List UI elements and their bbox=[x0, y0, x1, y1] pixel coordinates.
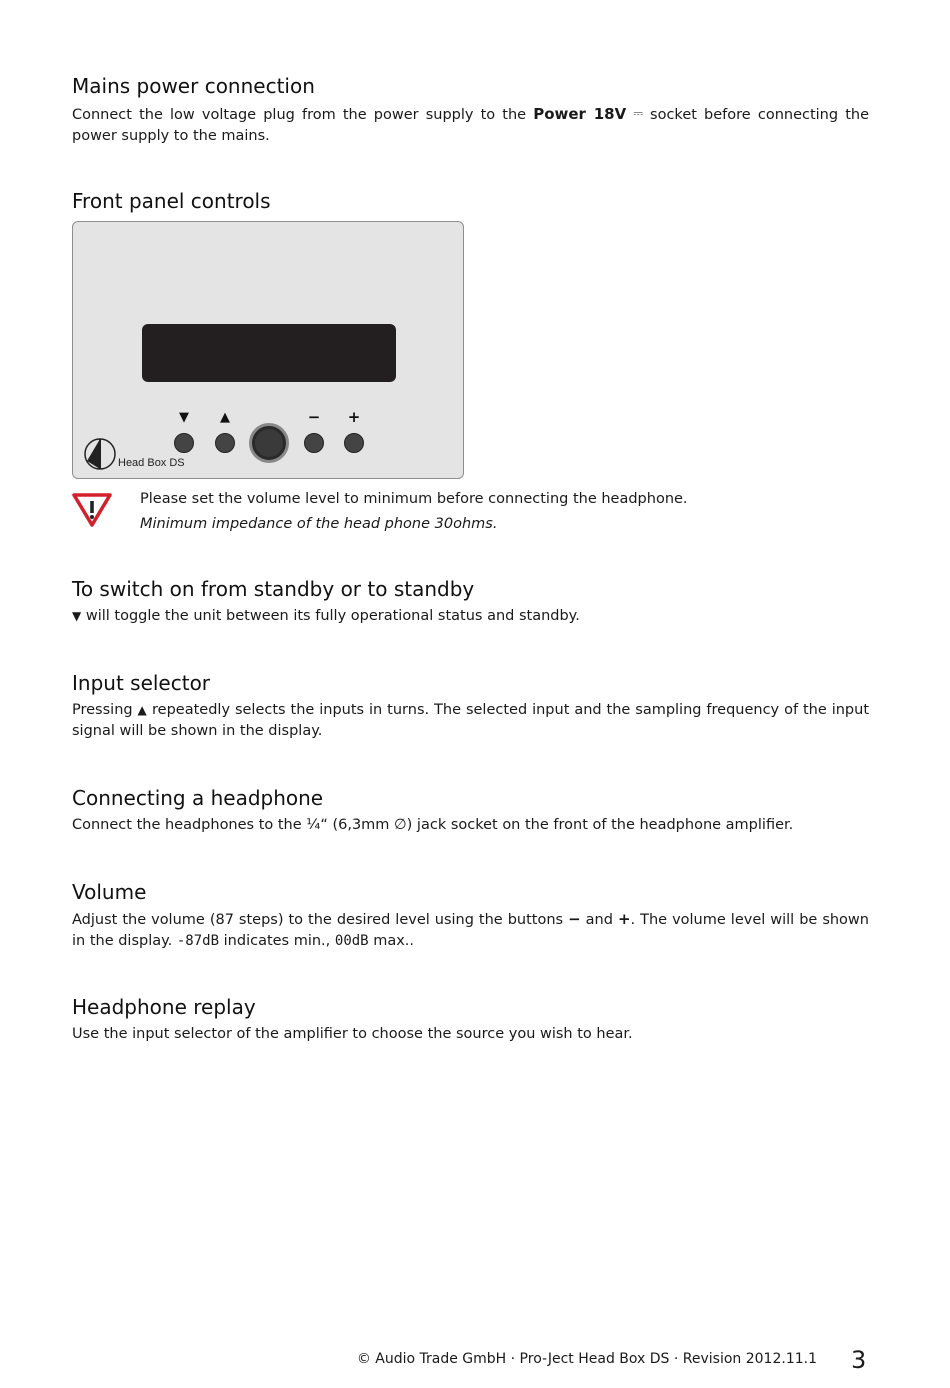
standby-button bbox=[174, 433, 194, 453]
input-button bbox=[215, 433, 235, 453]
page-number: 3 bbox=[851, 1346, 867, 1374]
heading-input-selector: Input selector bbox=[72, 671, 211, 695]
up-arrow-icon: ▲ bbox=[137, 703, 148, 717]
project-logo-icon bbox=[83, 437, 117, 471]
paragraph-volume bbox=[72, 909, 869, 952]
min-volume-value: -87dB bbox=[176, 933, 220, 949]
down-arrow-icon: ▼ bbox=[72, 609, 82, 623]
panel-display bbox=[142, 324, 396, 382]
text-segment: socket before connecting the power supply to the mains. bbox=[72, 107, 869, 144]
heading-replay: Headphone replay bbox=[72, 995, 256, 1019]
plus-icon: + bbox=[617, 910, 631, 928]
paragraph-standby bbox=[72, 606, 869, 627]
section-standby bbox=[72, 577, 869, 627]
heading-standby: To switch on from standby or to standby bbox=[72, 577, 475, 601]
paragraph-replay: Use the input selector of the amplifier to choose the source you wish to hear. bbox=[72, 1026, 633, 1042]
section-replay bbox=[72, 995, 869, 1045]
paragraph-input-selector bbox=[72, 700, 869, 742]
section-headphone bbox=[72, 786, 869, 836]
minus-icon: − bbox=[568, 910, 581, 928]
up-arrow-icon: ▲ bbox=[220, 410, 230, 425]
paragraph-mains-power bbox=[72, 103, 869, 147]
text-segment: indicates min., bbox=[219, 933, 335, 949]
power-socket-label: Power 18V bbox=[533, 105, 627, 123]
footer-text: © Audio Trade GmbH · Pro-Ject Head Box DS · Revision 2012.11.1 bbox=[356, 1351, 817, 1367]
section-input-selector bbox=[72, 671, 869, 742]
heading-front-panel: Front panel controls bbox=[72, 189, 271, 213]
headphone-jack bbox=[249, 423, 289, 463]
plus-icon: + bbox=[347, 408, 361, 426]
text-segment: repeatedly selects the inputs in turns. The selected input and the sampling frequency of the input signal will be shown in the display. bbox=[72, 702, 870, 739]
paragraph-headphone: Connect the headphones to the ¼“ (6,3mm ∅) jack socket on the front of the headphone amplifier. bbox=[72, 817, 794, 833]
text-segment: max.. bbox=[368, 933, 415, 949]
down-arrow-icon: ▼ bbox=[179, 410, 189, 425]
model-label: Head Box DS bbox=[118, 457, 185, 469]
text-segment: and bbox=[580, 912, 618, 928]
section-volume bbox=[72, 880, 869, 952]
text-segment: Connect the low voltage plug from the power supply to the bbox=[72, 107, 534, 123]
warning-note bbox=[140, 489, 869, 535]
heading-volume: Volume bbox=[72, 880, 147, 904]
text-segment: . The volume level will be shown in the display. bbox=[72, 912, 869, 949]
front-panel-illustration bbox=[72, 221, 464, 479]
warning-icon bbox=[72, 492, 112, 528]
section-front-panel bbox=[72, 189, 869, 213]
text-segment: Pressing bbox=[72, 702, 138, 718]
impedance-note: Minimum impedance of the head phone 30ohms. bbox=[140, 516, 498, 532]
max-volume-value: 00dB bbox=[334, 933, 369, 949]
volume-up-button bbox=[344, 433, 364, 453]
dc-symbol-icon: ⎓ bbox=[633, 106, 643, 120]
text-segment: Adjust the volume (87 steps) to the desired level using the buttons bbox=[72, 912, 569, 928]
heading-mains-power: Mains power connection bbox=[72, 74, 315, 98]
section-mains-power bbox=[72, 74, 869, 147]
minus-icon: − bbox=[307, 408, 321, 426]
volume-down-button bbox=[304, 433, 324, 453]
heading-headphone: Connecting a headphone bbox=[72, 786, 324, 810]
warning-text: Please set the volume level to minimum before connecting the headphone. bbox=[140, 491, 688, 507]
text-segment: will toggle the unit between its fully operational status and standby. bbox=[81, 608, 580, 624]
